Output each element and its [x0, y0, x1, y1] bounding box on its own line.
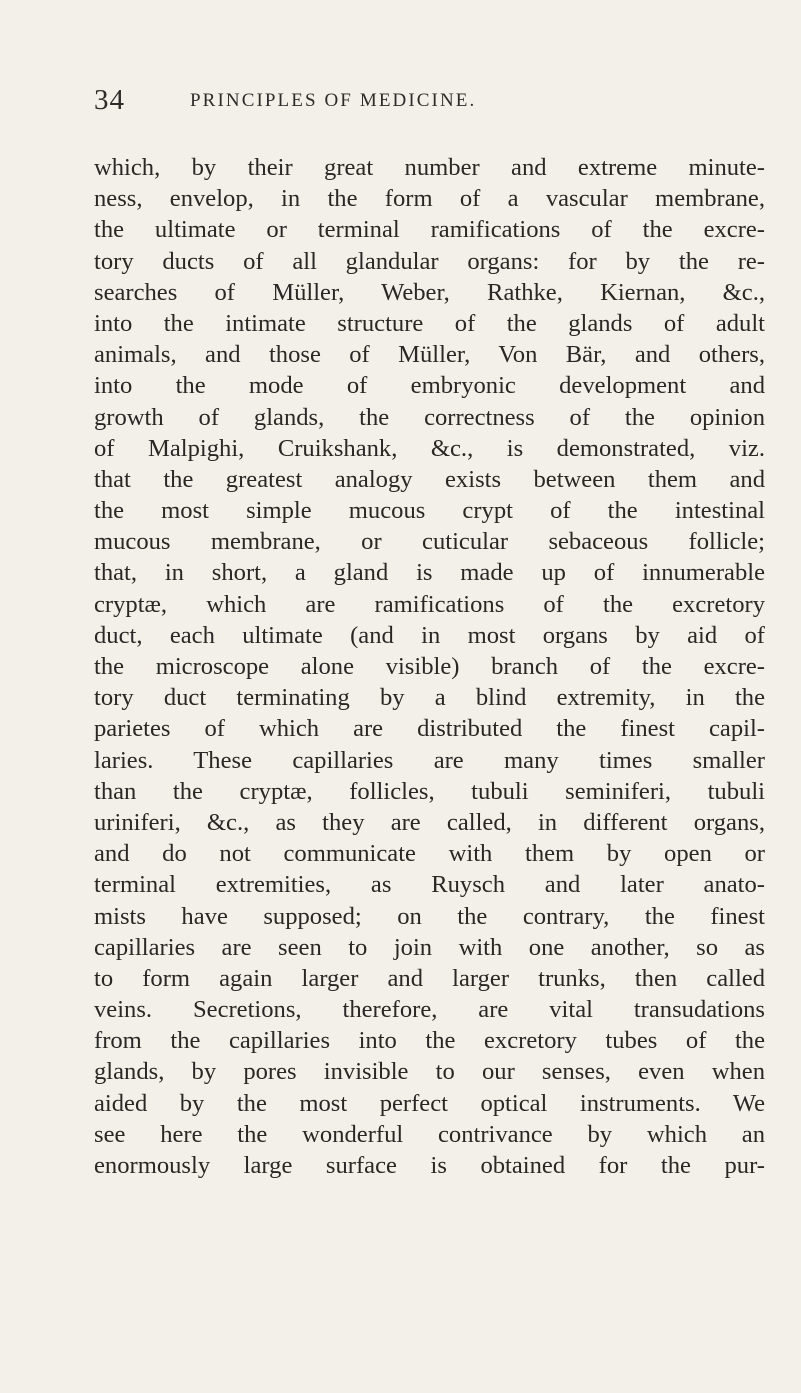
text-line: tory duct terminating by a blind extremity, in the — [94, 684, 765, 712]
text-line: into the mode of embryonic development and — [94, 372, 765, 400]
text-line: aided by the most perfect optical instruments. We — [94, 1089, 765, 1117]
text-line: see here the wonderful contrivance by which an — [94, 1120, 765, 1148]
text-line: the ultimate or terminal ramifications of the excre- — [94, 216, 765, 244]
text-line: of Malpighi, Cruikshank, &c., is demonstrated, viz. — [94, 434, 765, 462]
text-line: terminal extremities, as Ruysch and later anato- — [94, 871, 765, 899]
text-line: that, in short, a gland is made up of innumerable — [94, 559, 765, 587]
text-line: enormously large surface is obtained for the pur- — [94, 1152, 765, 1179]
page-number: 34 — [94, 84, 125, 116]
text-line: searches of Müller, Weber, Rathke, Kiernan, &c., — [94, 278, 765, 306]
text-line: the microscope alone visible) branch of the excre- — [94, 653, 765, 680]
text-line: animals, and those of Müller, Von Bär, and others, — [94, 341, 765, 369]
running-head: PRINCIPLES OF MEDICINE. — [190, 90, 477, 111]
text-line: parietes of which are distributed the finest capil- — [94, 715, 765, 743]
text-line: uriniferi, &c., as they are called, in different organs, — [94, 808, 765, 836]
text-line: duct, each ultimate (and in most organs by aid of — [94, 621, 765, 649]
text-line: which, by their great number and extreme minute- — [94, 154, 765, 181]
text-line: capillaries are seen to join with one another, so as — [94, 933, 765, 961]
text-line: laries. These capillaries are many times smaller — [94, 746, 765, 774]
text-line: ness, envelop, in the form of a vascular membrane, — [94, 185, 765, 213]
text-line: glands, by pores invisible to our senses, even when — [94, 1058, 765, 1086]
text-line: and do not communicate with them by open or — [94, 840, 765, 868]
text-line: tory ducts of all glandular organs: for by the re- — [94, 247, 765, 275]
text-line: than the cryptæ, follicles, tubuli seminiferi, tubuli — [94, 777, 765, 805]
text-line: growth of glands, the correctness of the opinion — [94, 403, 765, 431]
text-line: mists have supposed; on the contrary, the finest — [94, 902, 765, 930]
page-header — [94, 84, 760, 124]
text-line: veins. Secretions, therefore, are vital transudations — [94, 996, 765, 1024]
text-line: into the intimate structure of the glands of adult — [94, 309, 765, 337]
text-line: mucous membrane, or cuticular sebaceous follicle; — [94, 528, 765, 556]
text-line: to form again larger and larger trunks, then called — [94, 964, 765, 992]
text-line: the most simple mucous crypt of the intestinal — [94, 497, 765, 525]
text-line: that the greatest analogy exists between them and — [94, 465, 765, 493]
body-text — [94, 152, 765, 1181]
text-line: cryptæ, which are ramifications of the excretory — [94, 590, 765, 618]
text-line: from the capillaries into the excretory tubes of the — [94, 1027, 765, 1055]
